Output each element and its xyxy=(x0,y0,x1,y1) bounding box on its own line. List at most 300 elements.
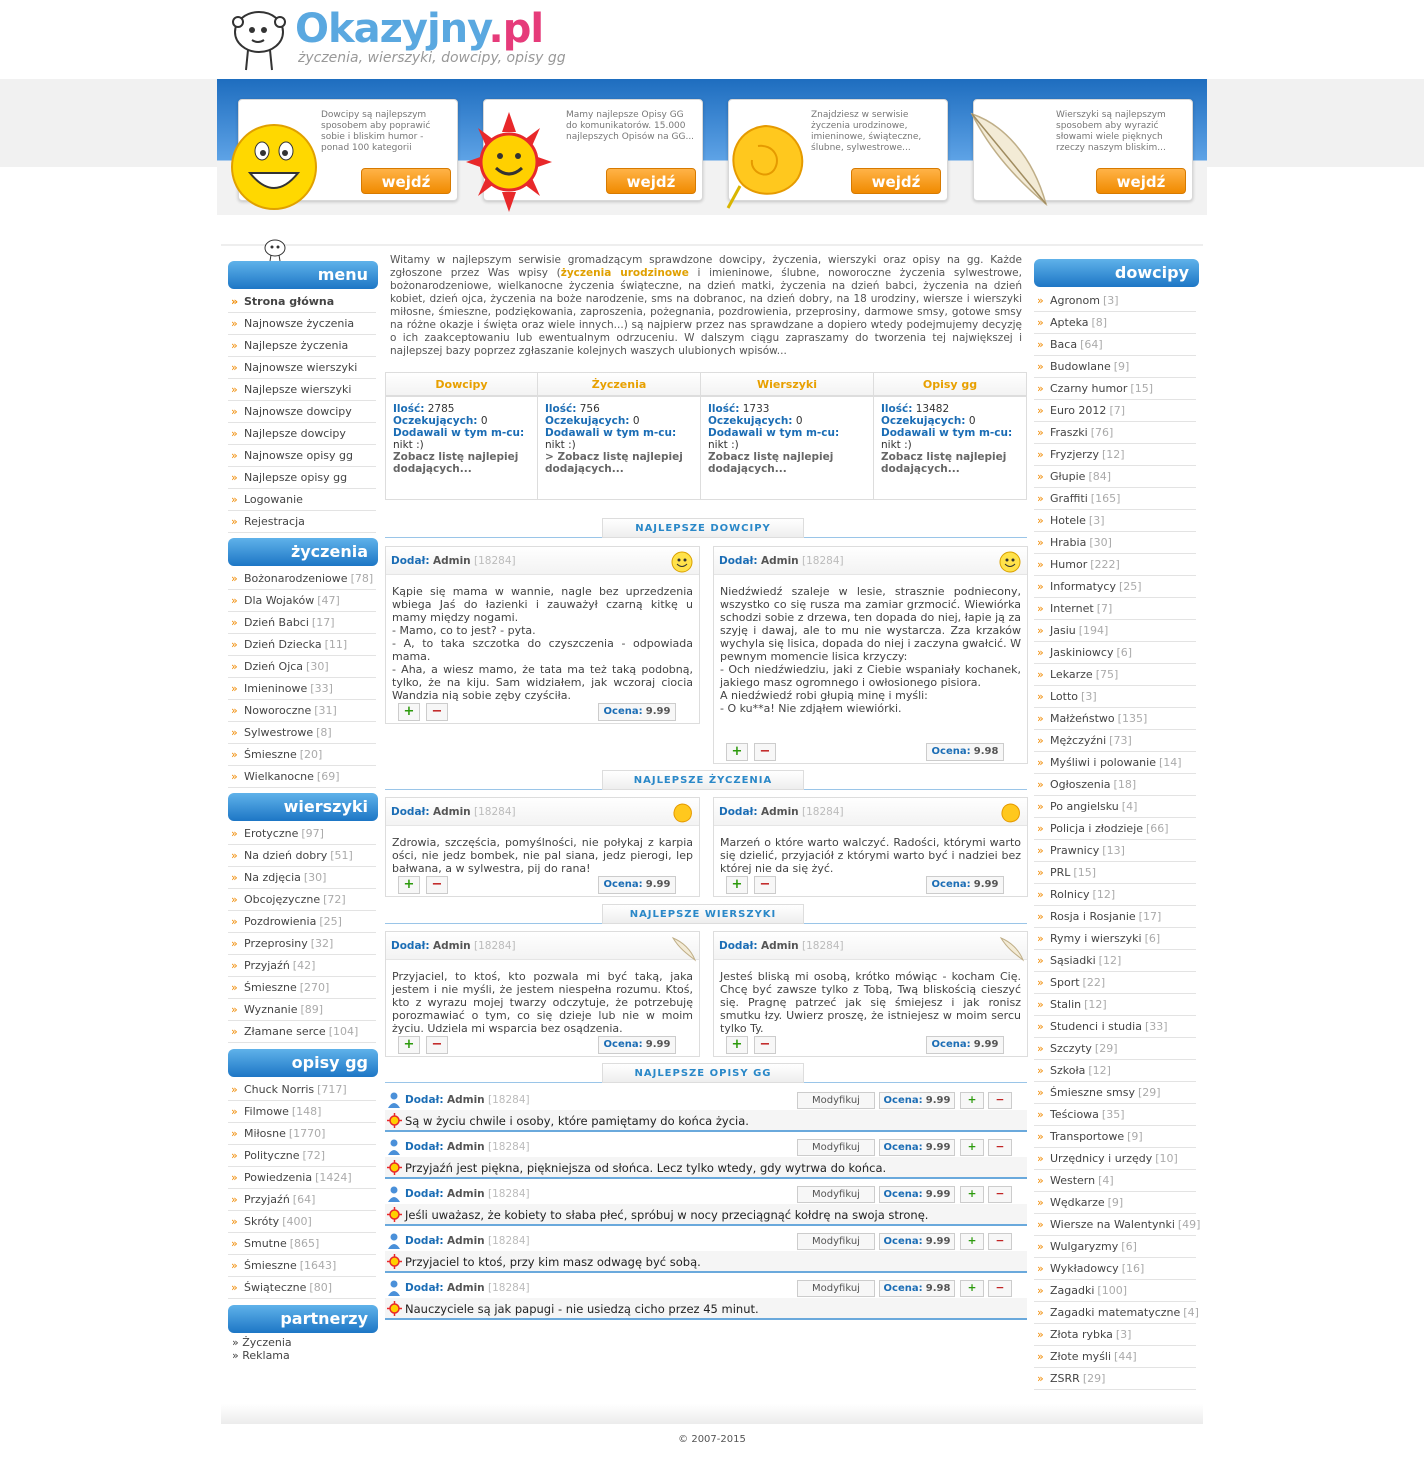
nav-item-count: [69] xyxy=(316,770,340,783)
nav-item-count: [16] xyxy=(1121,1262,1145,1275)
card-header xyxy=(386,547,699,575)
nav-item[interactable] xyxy=(1034,730,1196,752)
nav-item[interactable] xyxy=(228,1167,376,1189)
nav-item[interactable] xyxy=(228,911,376,933)
nav-item-label: Imieninowe xyxy=(244,682,308,695)
nav-item-count: [30] xyxy=(306,660,329,673)
nav-item[interactable] xyxy=(228,955,376,977)
stats-top-link[interactable]: Zobacz listę najlepiej dodających... xyxy=(881,451,1007,475)
nav-item[interactable] xyxy=(1034,1236,1196,1258)
nav-item[interactable] xyxy=(1034,1060,1196,1082)
card-footer xyxy=(386,874,699,896)
smiley-icon xyxy=(230,123,318,211)
vote-down-button[interactable]: − xyxy=(754,1036,776,1054)
nav-item-count: [72] xyxy=(302,1149,326,1162)
nav-item-count: [29] xyxy=(1137,1086,1161,1099)
vote-up-button[interactable]: + xyxy=(960,1280,984,1297)
nav-item-count: [97] xyxy=(301,827,324,840)
added-by-label: Dodał: xyxy=(719,555,758,567)
nav-item[interactable] xyxy=(1034,774,1196,796)
nav-item[interactable] xyxy=(228,933,376,955)
nav-item[interactable] xyxy=(228,889,376,911)
nav-item[interactable] xyxy=(228,335,376,357)
nav-item[interactable] xyxy=(228,634,376,656)
nav-item-count: [100] xyxy=(1097,1284,1128,1297)
nav-item[interactable] xyxy=(1034,1082,1196,1104)
nav-item[interactable] xyxy=(228,999,376,1021)
card-footer xyxy=(714,874,1027,896)
stats-title[interactable]: Dowcipy xyxy=(386,373,537,397)
author-link[interactable]: Admin xyxy=(432,806,471,818)
stat-waiting: 0 xyxy=(795,415,803,427)
zyczenia-list xyxy=(228,568,376,788)
nav-item-label: Dzień Babci xyxy=(244,616,309,629)
nav-item-label: Fraszki xyxy=(1050,426,1088,439)
nav-item[interactable] xyxy=(228,568,376,590)
nav-item[interactable] xyxy=(1034,642,1196,664)
nav-item-label: Złamane serce xyxy=(244,1025,326,1038)
banner xyxy=(217,79,1207,215)
vote-up-button[interactable]: + xyxy=(398,703,420,721)
user-icon xyxy=(388,1139,400,1155)
card-text: Niedźwiedź szaleje w lesie, strasznie podniecony, wszystko co się rusza ma zamiar grzmocić. Wiewiórka schodzi sobie z drzewa, ten dopada do niej, łapie ją za szyję i dawaj, ale to mu nie wystarcza. Zza krzaków wychyla się lisica, dopada do niej i zaczyna gwałcić. W pewnym momencie lisica krzyczy: - Och niedźwiedziu, jaki z Ciebie wspaniały kochanek, jakiego masz ogromnego i owłosionego pisiora. A niedźwiedź robi głupią minę i myśli: - O ku**a! Nie zdjąłem wiewiórki. xyxy=(720,585,1021,715)
nav-item-label: Bożonarodzeniowe xyxy=(244,572,348,585)
rating-label: Ocena: xyxy=(931,746,971,757)
rating-value: 9.99 xyxy=(645,879,671,890)
sun-icon xyxy=(387,1207,402,1222)
rating-label: Ocena: xyxy=(883,1189,923,1200)
vote-up-button[interactable]: + xyxy=(726,743,748,761)
author-count: [18284] xyxy=(488,1141,530,1153)
banner-text: Znajdziesz w serwisie życzenia urodzinowe, imieninowe, świąteczne, ślubne, sylwestrowe... xyxy=(811,110,922,153)
author-link[interactable]: Admin xyxy=(432,940,471,952)
nav-item[interactable] xyxy=(228,379,376,401)
nav-item[interactable] xyxy=(228,1233,376,1255)
stats-top-link[interactable]: > Zobacz listę najlepiej dodających... xyxy=(545,451,683,475)
nav-item-count: [72] xyxy=(323,893,346,906)
vote-down-button[interactable]: − xyxy=(988,1233,1012,1250)
nav-item[interactable] xyxy=(1034,972,1196,994)
nav-item-label: Wykładowcy xyxy=(1050,1262,1119,1275)
wejdz-button[interactable]: wejdź xyxy=(1096,168,1186,194)
vote-up-button[interactable]: + xyxy=(726,876,748,894)
rating-label: Ocena: xyxy=(603,706,643,717)
author-link[interactable]: Admin xyxy=(446,1235,485,1247)
nav-item-label: Wiersze na Walentynki xyxy=(1050,1218,1175,1231)
nav-item-label: Fryzjerzy xyxy=(1050,448,1099,461)
nav-item[interactable] xyxy=(228,823,376,845)
nav-item-label: Przyjaźń xyxy=(244,1193,290,1206)
author-link[interactable]: Admin xyxy=(760,555,799,567)
card-text: Zdrowia, szczęścia, pomyślności, nie połykaj z karpia ości, nie jedz bombek, nie pal siana, jedz pierogi, lep bałwana, a w sylwestra, pij do rana! xyxy=(392,836,693,875)
author-count: [18284] xyxy=(474,555,516,567)
nav-item[interactable] xyxy=(1034,400,1196,422)
stats-title[interactable]: Wierszyki xyxy=(701,373,873,397)
vote-down-button[interactable]: − xyxy=(988,1139,1012,1156)
vote-down-button[interactable]: − xyxy=(988,1092,1012,1109)
menu-list xyxy=(228,291,376,533)
nav-item-count: [47] xyxy=(317,594,340,607)
nav-item[interactable] xyxy=(1034,664,1196,686)
nav-item-label: Miłosne xyxy=(244,1127,286,1140)
modify-button[interactable]: Modyfikuj xyxy=(797,1139,875,1156)
nav-item[interactable] xyxy=(228,357,376,379)
nav-item-label: PRL xyxy=(1050,866,1071,879)
intro-link[interactable]: życzenia urodzinowe xyxy=(560,267,689,279)
nav-item[interactable] xyxy=(228,867,376,889)
nav-item[interactable] xyxy=(1034,840,1196,862)
opis-text xyxy=(385,1157,1027,1179)
nav-item[interactable] xyxy=(1034,1126,1196,1148)
nav-item-count: [14] xyxy=(1158,756,1182,769)
nav-item[interactable] xyxy=(1034,1368,1196,1390)
added-by-label: Dodał: xyxy=(405,1282,444,1294)
nav-item[interactable] xyxy=(1034,576,1196,598)
nav-item[interactable] xyxy=(1034,466,1196,488)
wierszyki-list xyxy=(228,823,376,1043)
nav-item[interactable] xyxy=(228,1021,376,1043)
author-link[interactable]: Admin xyxy=(446,1282,485,1294)
nav-item[interactable] xyxy=(228,489,376,511)
rating-label: Ocena: xyxy=(883,1236,923,1247)
nav-item[interactable] xyxy=(1034,1302,1199,1324)
stat-count: 13482 xyxy=(915,403,950,415)
vote-up-button[interactable]: + xyxy=(960,1233,984,1250)
nav-item[interactable] xyxy=(1034,1214,1201,1236)
vote-up-button[interactable]: + xyxy=(960,1186,984,1203)
nav-item[interactable] xyxy=(1034,1192,1196,1214)
nav-item[interactable] xyxy=(1034,884,1196,906)
nav-item[interactable] xyxy=(1034,928,1196,950)
nav-item[interactable] xyxy=(228,1211,376,1233)
stat-waiting: 0 xyxy=(968,415,976,427)
author-link[interactable]: Admin xyxy=(760,806,799,818)
stats-title[interactable]: Opisy gg xyxy=(874,373,1026,397)
nav-item[interactable] xyxy=(1034,422,1196,444)
author-count: [18284] xyxy=(802,806,844,818)
nav-item[interactable] xyxy=(1034,334,1196,356)
opisy-gg-header: opisy gg xyxy=(228,1049,378,1077)
added-by-label: Dodał: xyxy=(405,1188,444,1200)
card-footer xyxy=(386,701,699,723)
nav-item-count: [13] xyxy=(1102,844,1125,857)
nav-item[interactable] xyxy=(1034,532,1196,554)
rose-icon xyxy=(718,116,814,212)
rating-box xyxy=(879,1186,955,1203)
wejdz-button[interactable]: wejdź xyxy=(606,168,696,194)
modify-button[interactable]: Modyfikuj xyxy=(797,1092,875,1109)
nav-item[interactable] xyxy=(228,1101,376,1123)
nav-item-label: Rosja i Rosjanie xyxy=(1050,910,1136,923)
rating-value: 9.99 xyxy=(925,1236,951,1247)
nav-item[interactable] xyxy=(228,467,376,489)
card-text: Przyjaciel, to ktoś, kto pozwala mi być taką, jaka jestem i nie myśli, że jestem niespełna rozumu. Ktoś, kto z wyrazu mojej twarzy odczytuje, że potrzebuję porozmawiać o tym, co się dzieje lub nie w moim życiu. Udziela mi wsparcia bez osądzenia. xyxy=(392,970,693,1035)
nav-item[interactable] xyxy=(1034,1280,1196,1302)
smiley-icon xyxy=(671,551,693,573)
stats-col-zyczenia: Życzenia Ilość: 756 Oczekujących: 0 Dodawali w tym m-cu: nikt :) > Zobacz listę najlepiej dodających... xyxy=(538,373,701,499)
author-count: [18284] xyxy=(488,1188,530,1200)
nav-item-label: Logowanie xyxy=(244,493,303,506)
nav-item-label: Najlepsze życzenia xyxy=(244,339,349,352)
nav-item[interactable] xyxy=(1034,1016,1196,1038)
author-link[interactable]: Admin xyxy=(432,555,471,567)
partner-link-reklama[interactable]: » Reklama xyxy=(232,1349,290,1362)
nav-item-label: Najnowsze opisy gg xyxy=(244,449,353,462)
author-count: [18284] xyxy=(474,940,516,952)
rating-label: Ocena: xyxy=(883,1095,923,1106)
nav-item[interactable] xyxy=(1034,1170,1196,1192)
nav-item-label: Agronom xyxy=(1050,294,1100,307)
nav-item[interactable] xyxy=(1034,950,1196,972)
nav-item-label: Wulgaryzmy xyxy=(1050,1240,1119,1253)
vote-down-button[interactable]: − xyxy=(754,876,776,894)
nav-item-count: [8] xyxy=(316,726,332,739)
nav-item-label: Hrabia xyxy=(1050,536,1087,549)
nav-item-count: [1770] xyxy=(288,1127,326,1140)
opis-row-header xyxy=(385,1278,1027,1298)
nav-item-label: Budowlane xyxy=(1050,360,1111,373)
nav-item[interactable] xyxy=(228,1145,376,1167)
nav-item-label: Policja i złodzieje xyxy=(1050,822,1144,835)
vote-down-button[interactable]: − xyxy=(426,1036,448,1054)
nav-item[interactable] xyxy=(1034,686,1196,708)
modify-button[interactable]: Modyfikuj xyxy=(797,1280,875,1297)
stats-table xyxy=(385,372,1027,500)
nav-item[interactable] xyxy=(228,722,376,744)
nav-item[interactable] xyxy=(1034,906,1196,928)
footer-bar xyxy=(221,1404,1203,1424)
nav-item-label: Polityczne xyxy=(244,1149,300,1162)
nav-item[interactable] xyxy=(228,423,376,445)
nav-item-count: [135] xyxy=(1117,712,1148,725)
nav-item-count: [78] xyxy=(350,572,374,585)
section-title-opisy: NAJLEPSZE OPISY GG xyxy=(602,1063,804,1083)
nav-item[interactable] xyxy=(228,1277,376,1299)
nav-item-count: [6] xyxy=(1144,932,1161,945)
nav-item-label: Internet xyxy=(1050,602,1094,615)
nav-item[interactable] xyxy=(1034,598,1196,620)
partner-link-zyczenia[interactable]: » Życzenia xyxy=(232,1336,292,1349)
nav-item-label: Sport xyxy=(1050,976,1080,989)
wejdz-button[interactable]: wejdź xyxy=(851,168,941,194)
nav-item[interactable] xyxy=(1034,444,1196,466)
nav-item-count: [22] xyxy=(1082,976,1106,989)
nav-item[interactable] xyxy=(1034,994,1196,1016)
stats-top-link[interactable]: Zobacz listę najlepiej dodających... xyxy=(708,451,834,475)
nav-item[interactable] xyxy=(1034,1258,1196,1280)
vote-down-button[interactable]: − xyxy=(754,743,776,761)
nav-item[interactable] xyxy=(1034,356,1196,378)
nav-item[interactable] xyxy=(228,1255,376,1277)
sun-icon xyxy=(387,1301,402,1316)
nav-item-label: Szczyty xyxy=(1050,1042,1092,1055)
opis-row xyxy=(385,1278,1027,1320)
nav-item[interactable] xyxy=(1034,862,1196,884)
opis-row xyxy=(385,1137,1027,1179)
nav-item[interactable] xyxy=(228,766,376,788)
nav-item-label: Baca xyxy=(1050,338,1078,351)
nav-item-count: [7] xyxy=(1109,404,1126,417)
author-count: [18284] xyxy=(488,1094,530,1106)
user-icon xyxy=(388,1186,400,1202)
nav-item-label: Lotto xyxy=(1050,690,1079,703)
stat-count: 1733 xyxy=(742,403,770,415)
stats-col-dowcipy: Dowcipy Ilość: 2785 Oczekujących: 0 Dodawali w tym m-cu: nikt :) Zobacz listę najlepiej dodających... xyxy=(386,373,538,499)
author-link[interactable]: Admin xyxy=(446,1141,485,1153)
nav-item-label: Najlepsze opisy gg xyxy=(244,471,348,484)
rating-label: Ocena: xyxy=(603,879,643,890)
nav-item-label: Wyznanie xyxy=(244,1003,298,1016)
nav-item[interactable] xyxy=(228,590,376,612)
nav-item[interactable] xyxy=(1034,1346,1196,1368)
opis-text-content: Są w życiu chwile i osoby, które pamiętamy do końca życia. xyxy=(405,1114,749,1128)
nav-item[interactable] xyxy=(1034,1324,1196,1346)
content-card xyxy=(385,546,700,724)
author-link[interactable]: Admin xyxy=(446,1094,485,1106)
rating-box xyxy=(879,1139,955,1156)
nav-item-count: [17] xyxy=(311,616,335,629)
rating-label: Ocena: xyxy=(883,1142,923,1153)
nav-item[interactable] xyxy=(228,1123,376,1145)
nav-item[interactable] xyxy=(228,977,376,999)
nav-item-count: [30] xyxy=(303,871,327,884)
nav-item-count: [51] xyxy=(330,849,353,862)
modify-button[interactable]: Modyfikuj xyxy=(797,1233,875,1250)
nav-item-count: [1643] xyxy=(299,1259,337,1272)
rating-value: 9.98 xyxy=(973,746,999,757)
nav-item[interactable] xyxy=(228,700,376,722)
rating-value: 9.99 xyxy=(925,1189,951,1200)
nav-item-count: [42] xyxy=(292,959,316,972)
vote-down-button[interactable]: − xyxy=(988,1186,1012,1203)
nav-item-count: [10] xyxy=(1155,1152,1178,1165)
stats-col-wierszyki: Wierszyki Ilość: 1733 Oczekujących: 0 Dodawali w tym m-cu: nikt :) Zobacz listę najlepiej dodających... xyxy=(701,373,874,499)
vote-up-button[interactable]: + xyxy=(398,1036,420,1054)
stats-title[interactable]: Życzenia xyxy=(538,373,700,397)
nav-item[interactable] xyxy=(228,612,376,634)
nav-item-label: Na zdjęcia xyxy=(244,871,301,884)
section-title-wierszyki: NAJLEPSZE WIERSZYKI xyxy=(602,904,804,924)
nav-item-count: [89] xyxy=(300,1003,324,1016)
nav-item-label: Zagadki matematyczne xyxy=(1050,1306,1181,1319)
nav-item-label: Urzędnicy i urzędy xyxy=(1050,1152,1153,1165)
opis-text-content: Przyjaźń jest piękna, piękniejsza od słońca. Lecz tylko wtedy, gdy wytrwa do końca. xyxy=(405,1161,887,1175)
zyczenia-header: życzenia xyxy=(228,538,378,566)
nav-item-label: Dzień Ojca xyxy=(244,660,304,673)
author-count: [18284] xyxy=(802,940,844,952)
nav-item[interactable] xyxy=(228,656,376,678)
vote-up-button[interactable]: + xyxy=(726,1036,748,1054)
nav-item-count: [12] xyxy=(1088,1064,1111,1077)
stats-col-opisy: Opisy gg Ilość: 13482 Oczekujących: 0 Dodawali w tym m-cu: nikt :) Zobacz listę najlepiej dodających... xyxy=(874,373,1026,499)
nav-item[interactable] xyxy=(1034,510,1196,532)
nav-item-label: Obcojęzyczne xyxy=(244,893,321,906)
nav-item-label: Na dzień dobry xyxy=(244,849,328,862)
nav-item-label: Hotele xyxy=(1050,514,1086,527)
site-logo[interactable]: Okazyjny.pl xyxy=(295,6,544,52)
nav-item-label: Wędkarze xyxy=(1050,1196,1105,1209)
nav-item-label: Powiedzenia xyxy=(244,1171,313,1184)
nav-item[interactable] xyxy=(228,845,376,867)
nav-item-label: Małżeństwo xyxy=(1050,712,1115,725)
nav-item[interactable] xyxy=(1034,1104,1196,1126)
section-title-zyczenia: NAJLEPSZE ŻYCZENIA xyxy=(602,770,804,790)
nav-item-label: Najlepsze wierszyki xyxy=(244,383,352,396)
nav-item[interactable] xyxy=(1034,752,1196,774)
nav-item[interactable] xyxy=(228,1189,376,1211)
nav-item[interactable] xyxy=(228,678,376,700)
nav-item-count: [15] xyxy=(1130,382,1154,395)
rating-label: Ocena: xyxy=(603,1039,643,1050)
vote-up-button[interactable]: + xyxy=(398,876,420,894)
nav-item[interactable] xyxy=(228,445,376,467)
nav-item[interactable] xyxy=(228,511,376,533)
partnerzy-list xyxy=(232,1336,292,1362)
dowcipy-category-list xyxy=(1034,290,1201,1390)
nav-item[interactable] xyxy=(1034,378,1196,400)
nav-item[interactable] xyxy=(1034,312,1196,334)
nav-item-label: Erotyczne xyxy=(244,827,299,840)
nav-item-count: [29] xyxy=(1094,1042,1118,1055)
card-footer xyxy=(714,1034,1027,1056)
nav-item-label: Rolnicy xyxy=(1050,888,1090,901)
author-link[interactable]: Admin xyxy=(760,940,799,952)
nav-item-label: Dzień Dziecka xyxy=(244,638,322,651)
modify-button[interactable]: Modyfikuj xyxy=(797,1186,875,1203)
nav-item[interactable] xyxy=(228,744,376,766)
nav-item-label: Transportowe xyxy=(1050,1130,1125,1143)
nav-item[interactable] xyxy=(1034,796,1196,818)
vote-up-button[interactable]: + xyxy=(960,1092,984,1109)
nav-item-label: Jasiu xyxy=(1050,624,1076,637)
nav-item-count: [400] xyxy=(282,1215,312,1228)
nav-item[interactable] xyxy=(1034,488,1196,510)
nav-item[interactable] xyxy=(228,1079,376,1101)
nav-item-count: [12] xyxy=(1101,448,1125,461)
nav-item[interactable] xyxy=(228,313,376,335)
author-link[interactable]: Admin xyxy=(446,1188,485,1200)
added-by-label: Dodał: xyxy=(391,806,430,818)
nav-item-count: [15] xyxy=(1073,866,1096,879)
nav-item-label: Apteka xyxy=(1050,316,1089,329)
card-header xyxy=(386,798,699,826)
vote-down-button[interactable]: − xyxy=(988,1280,1012,1297)
vote-down-button[interactable]: − xyxy=(426,876,448,894)
nav-item[interactable] xyxy=(228,401,376,423)
nav-item[interactable] xyxy=(1034,818,1196,840)
nav-item-label: Śmieszne xyxy=(244,748,297,761)
nav-item-label: Myśliwi i polowanie xyxy=(1050,756,1156,769)
vote-down-button[interactable]: − xyxy=(426,703,448,721)
sun-icon xyxy=(466,112,552,212)
nav-item[interactable] xyxy=(1034,1038,1196,1060)
nav-item[interactable] xyxy=(1034,620,1196,642)
vote-up-button[interactable]: + xyxy=(960,1139,984,1156)
sheep-logo-icon[interactable] xyxy=(228,4,290,72)
nav-item-count: [194] xyxy=(1078,624,1109,637)
nav-item[interactable] xyxy=(228,291,376,313)
nav-item[interactable] xyxy=(1034,1148,1196,1170)
author-count: [18284] xyxy=(488,1282,530,1294)
nav-item[interactable] xyxy=(1034,708,1196,730)
stats-top-link[interactable]: Zobacz listę najlepiej dodających... xyxy=(393,451,519,475)
nav-item-count: [12] xyxy=(1084,998,1107,1011)
nav-item[interactable] xyxy=(1034,554,1196,576)
wejdz-button[interactable]: wejdź xyxy=(361,168,451,194)
nav-item[interactable] xyxy=(1034,290,1196,312)
nav-item-label: Chuck Norris xyxy=(244,1083,315,1096)
author-count: [18284] xyxy=(488,1235,530,1247)
